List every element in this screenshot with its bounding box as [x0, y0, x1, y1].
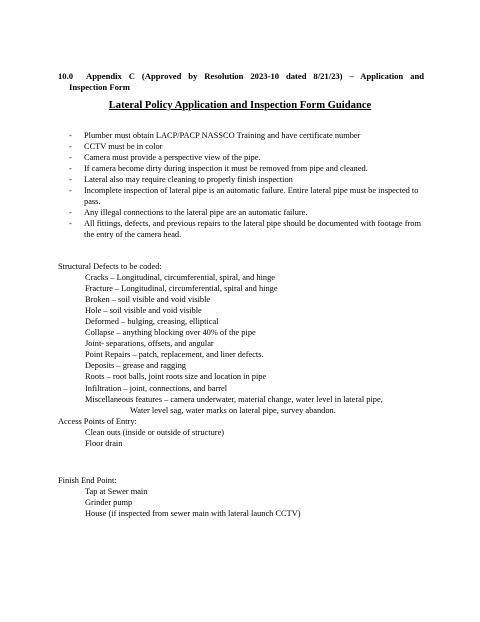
- defect-item: Broken – soil visible and void visible: [85, 295, 211, 305]
- bullet-item: - If camera become dirty during inspection it must be removed from pipe and cleaned.: [69, 163, 429, 174]
- misc-features-line1: Miscellaneous features – camera underwater, material change, water level in lateral pipe,: [85, 394, 383, 404]
- structural-defects-section: [58, 261, 383, 449]
- defect-item: Point Repairs – patch, replacement, and liner defects.: [85, 350, 264, 360]
- bullet-item: - Any illegal connections to the lateral pipe are an automatic failure.: [69, 207, 429, 218]
- finish-point-item: Tap at Sewer main: [85, 487, 148, 497]
- defect-item: Joint- separations, offsets, and angular: [85, 339, 214, 349]
- access-point-item: Clean outs (inside or outside of structure): [85, 427, 225, 437]
- misc-features-item: [58, 394, 383, 416]
- defect-item: Collapse – anything blocking over 40% of the pipe: [85, 328, 256, 338]
- defect-item: Cracks – Longitudinal, circumferential, spiral, and hinge: [85, 273, 276, 283]
- misc-features-line2: Water level sag, water marks on lateral pipe, survey abandon.: [130, 405, 336, 415]
- finish-point-item: Grinder pump: [85, 498, 133, 508]
- defect-item: Infiltration – joint, connections, and barrel: [85, 383, 228, 393]
- bullet-item: - Plumber must obtain LACP/PACP NASSCO Training and have certificate number: [69, 130, 429, 141]
- bullet-item: - Lateral also may require cleaning to properly finish inspection: [69, 174, 429, 185]
- section-heading-line1: [58, 71, 424, 82]
- finish-end-point-label: Finish End Point:: [58, 476, 117, 485]
- section-heading: [58, 71, 424, 93]
- bullet-item: - Camera must provide a perspective view of the pipe.: [69, 152, 429, 163]
- bullet-item: - All fittings, defects, and previous repairs to the lateral pipe should be documented with footage from the entry of the camera head.: [69, 218, 429, 240]
- guidance-bullet-list: [69, 130, 429, 240]
- section-heading-text: Appendix C (Approved by Resolution 2023-10 dated 8/21/23) – Application and: [86, 71, 424, 81]
- defect-item: Deposits – grease and ragging: [85, 361, 186, 371]
- structural-defects-label: Structural Defects to be coded:: [58, 262, 162, 271]
- bullet-item: - Incomplete inspection of lateral pipe is an automatic failure. Entire lateral pipe must be inspected to pass.: [69, 185, 429, 207]
- access-point-item: Floor drain: [85, 438, 123, 448]
- section-number: 10.0: [58, 71, 74, 81]
- document-title: Lateral Policy Application and Inspection Form Guidance: [108, 100, 372, 111]
- finish-end-point-section: [58, 475, 301, 519]
- defect-item: Roots – root balls, joint roots size and location in pipe: [85, 372, 267, 382]
- defect-item: Deformed – bulging, creasing, elliptical: [85, 317, 219, 327]
- defect-item: Hole – soil visible and void visible: [85, 306, 202, 316]
- bullet-item: - CCTV must be in color: [69, 141, 429, 152]
- finish-point-item: House (if inspected from sewer main with lateral launch CCTV): [85, 509, 301, 519]
- access-points-label: Access Points of Entry:: [58, 416, 137, 426]
- defect-item: Fracture – Longitudinal, circumferential, spiral and hinge: [85, 284, 278, 294]
- section-heading-line2: Inspection Form: [69, 82, 130, 92]
